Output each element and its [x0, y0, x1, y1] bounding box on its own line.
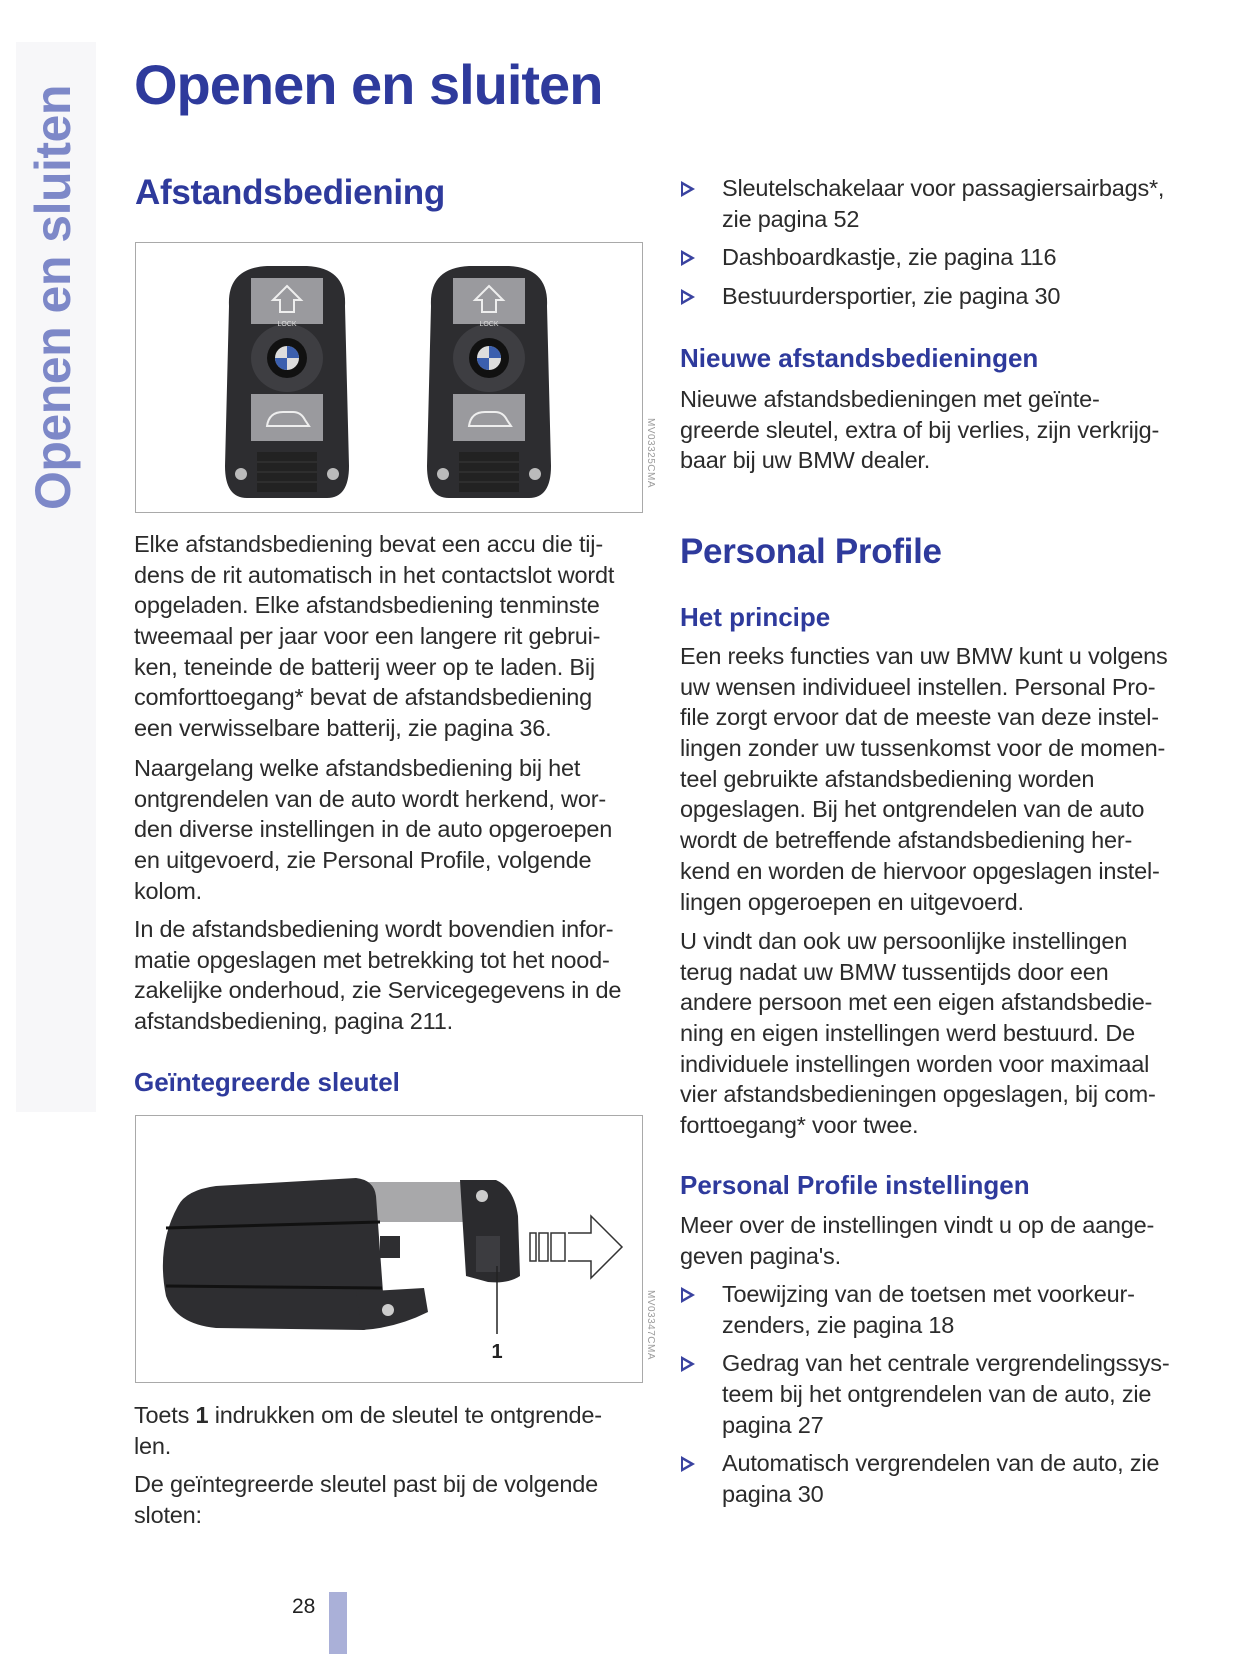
- text-line: zie pagina 52: [722, 205, 860, 232]
- subsection-title-integrated-key: Geïntegreerde sleutel: [134, 1067, 400, 1097]
- text-line: uw wensen individueel instellen. Personal Pro-: [680, 673, 1156, 700]
- text-line: forttoegang* voor twee.: [680, 1112, 919, 1139]
- text-line: Een reeks functies van uw BMW kunt u volgens: [680, 643, 1168, 669]
- subsection-title-settings: Personal Profile instellingen: [680, 1170, 1030, 1200]
- text-line: lingen zonder uw tussenkomst voor de momen-: [680, 735, 1166, 762]
- text-line: De geïntegreerde sleutel past bij de volgende: [134, 1471, 598, 1497]
- text: Toets: [134, 1402, 196, 1428]
- text-line: Bestuurdersportier, zie pagina 30: [722, 283, 1061, 310]
- text-line: len.: [134, 1432, 172, 1459]
- callout-number: 1: [491, 1341, 503, 1363]
- text-line: Naargelang welke afstandsbediening bij het: [134, 755, 581, 781]
- list-item: [681, 242, 1164, 273]
- triangle-bullet-icon: [681, 1287, 695, 1303]
- list-item: [681, 173, 1164, 234]
- text-line: zakelijke onderhoud, zie Servicegegevens in de: [134, 977, 622, 1004]
- text-line: individuele instellingen worden voor maximaal: [680, 1050, 1150, 1077]
- lock-list: [681, 173, 1164, 320]
- text-line: en uitgevoerd, zie Personal Profile, volgende: [134, 847, 592, 874]
- text-line: afstandsbediening, pagina 211.: [134, 1008, 453, 1035]
- text-line: opgeslagen. Bij het ontgrendelen van de auto: [680, 796, 1145, 823]
- text-line: dens de rit automatisch in het contactslot wordt: [134, 561, 615, 588]
- text-line: ontgrendelen van de auto wordt herkend, wor-: [134, 785, 606, 812]
- section-title-afstandsbediening: Afstandsbediening: [135, 173, 445, 212]
- text-line: den diverse instellingen in de auto opgeroepen: [134, 816, 613, 843]
- paragraph-settings-intro: [680, 1210, 1154, 1271]
- list-item: [681, 281, 1164, 312]
- text-line: file zorgt ervoor dat de meeste van deze instel-: [680, 704, 1159, 731]
- paragraph-fits-locks: [134, 1469, 598, 1530]
- paragraph-service-data: [134, 914, 621, 1037]
- page-title: Openen en sluiten: [134, 53, 603, 116]
- text-line: baar bij uw BMW dealer.: [680, 447, 931, 474]
- text-line: geven pagina's.: [680, 1242, 841, 1269]
- text-line: Elke afstandsbediening bevat een accu die tij-: [134, 531, 603, 557]
- triangle-bullet-icon: [681, 250, 695, 266]
- figure-code: MV03325CMA: [645, 418, 656, 489]
- list-item: [681, 1348, 1170, 1440]
- text-line: ning en eigen instellingen werd bestuurd. De: [680, 1020, 1135, 1047]
- text-line: In de afstandsbediening wordt bovendien infor-: [134, 916, 614, 942]
- paragraph-press-button: [134, 1400, 602, 1461]
- text-line: [134, 1400, 602, 1431]
- paragraph-battery: [134, 529, 614, 744]
- triangle-bullet-icon: [681, 1356, 695, 1372]
- text-line: Dashboardkastje, zie pagina 116: [722, 244, 1057, 271]
- paragraph-principle-2: [680, 926, 1156, 1141]
- text-line: matie opgeslagen met betrekking tot het nood-: [134, 946, 610, 973]
- text-line: wordt de betreffende afstandsbediening her-: [680, 827, 1133, 854]
- section-title-personal-profile: Personal Profile: [680, 532, 942, 571]
- figure-integrated-key: [135, 1115, 643, 1383]
- subsection-title-principle: Het principe: [680, 602, 831, 632]
- text-line: U vindt dan ook uw persoonlijke instellingen: [680, 928, 1128, 954]
- subsection-title-new-remotes: Nieuwe afstandsbedieningen: [680, 343, 1039, 373]
- text-line: vier afstandsbedieningen opgeslagen, bij com-: [680, 1081, 1156, 1108]
- text-line: Gedrag van het centrale vergrendelingssys-: [722, 1350, 1170, 1377]
- triangle-bullet-icon: [681, 181, 695, 197]
- text-line: pagina 27: [722, 1411, 824, 1438]
- text-line: Nieuwe afstandsbedieningen met geïnte-: [680, 386, 1100, 412]
- paragraph-new-remotes: [680, 384, 1159, 476]
- integrated-key-illustration: [136, 1116, 642, 1382]
- text-line: een verwisselbare batterij, zie pagina 36.: [134, 715, 552, 742]
- text-line: kolom.: [134, 877, 203, 904]
- text-line: kend en worden de hiervoor opgeslagen instel-: [680, 857, 1160, 884]
- paragraph-recognition: [134, 753, 612, 906]
- text-line: tweemaal per jaar voor een langere rit gebrui-: [134, 623, 601, 650]
- remote-key-left: [225, 266, 349, 498]
- text-line: teem bij het ontgrendelen van de auto, zie: [722, 1381, 1152, 1408]
- lock-label-left: LOCK: [277, 321, 297, 328]
- text-line: zenders, zie pagina 18: [722, 1311, 955, 1338]
- text-line: opgeladen. Elke afstandsbediening tenminste: [134, 592, 600, 619]
- text-line: greerde sleutel, extra of bij verlies, zijn verkrijg-: [680, 416, 1160, 443]
- arrow-icon: [530, 1216, 622, 1278]
- page-marker-bar: [329, 1592, 347, 1654]
- page-number: 28: [292, 1595, 316, 1618]
- list-item: [681, 1279, 1170, 1340]
- list-item: [681, 1448, 1170, 1509]
- text-line: lingen opgeroepen en uitgevoerd.: [680, 888, 1024, 915]
- text-line: Toewijzing van de toetsen met voorkeur-: [722, 1281, 1135, 1307]
- remote-key-right: [427, 266, 551, 498]
- paragraph-principle-1: [680, 641, 1168, 917]
- figure-remote-keys: [135, 242, 643, 513]
- lock-label-right: LOCK: [479, 321, 499, 328]
- text-line: Sleutelschakelaar voor passagiersairbags*,: [722, 175, 1165, 201]
- triangle-bullet-icon: [681, 289, 695, 305]
- text-line: pagina 30: [722, 1481, 824, 1508]
- button-number: 1: [195, 1402, 209, 1428]
- text-line: terug nadat uw BMW tussentijds door een: [680, 958, 1109, 985]
- side-tab-title: Openen en sluiten: [25, 85, 81, 510]
- text-line: Automatisch vergrendelen van de auto, zie: [722, 1450, 1160, 1477]
- text: indrukken om de sleutel te ontgrende-: [208, 1402, 602, 1428]
- text-line: ken, teneinde de batterij weer op te laden. Bij: [134, 653, 595, 680]
- remote-keys-illustration: [136, 243, 642, 512]
- text-line: andere persoon met een eigen afstandsbedie-: [680, 989, 1153, 1016]
- text-line: teel gebruikte afstandsbediening worden: [680, 765, 1095, 792]
- text-line: sloten:: [134, 1501, 202, 1528]
- settings-list: [681, 1279, 1170, 1518]
- figure-code: MV03347CMA: [645, 1290, 656, 1361]
- text-line: comforttoegang* bevat de afstandsbediening: [134, 684, 593, 711]
- text-line: Meer over de instellingen vindt u op de aange-: [680, 1212, 1155, 1238]
- key-body: [163, 1178, 384, 1330]
- triangle-bullet-icon: [681, 1456, 695, 1472]
